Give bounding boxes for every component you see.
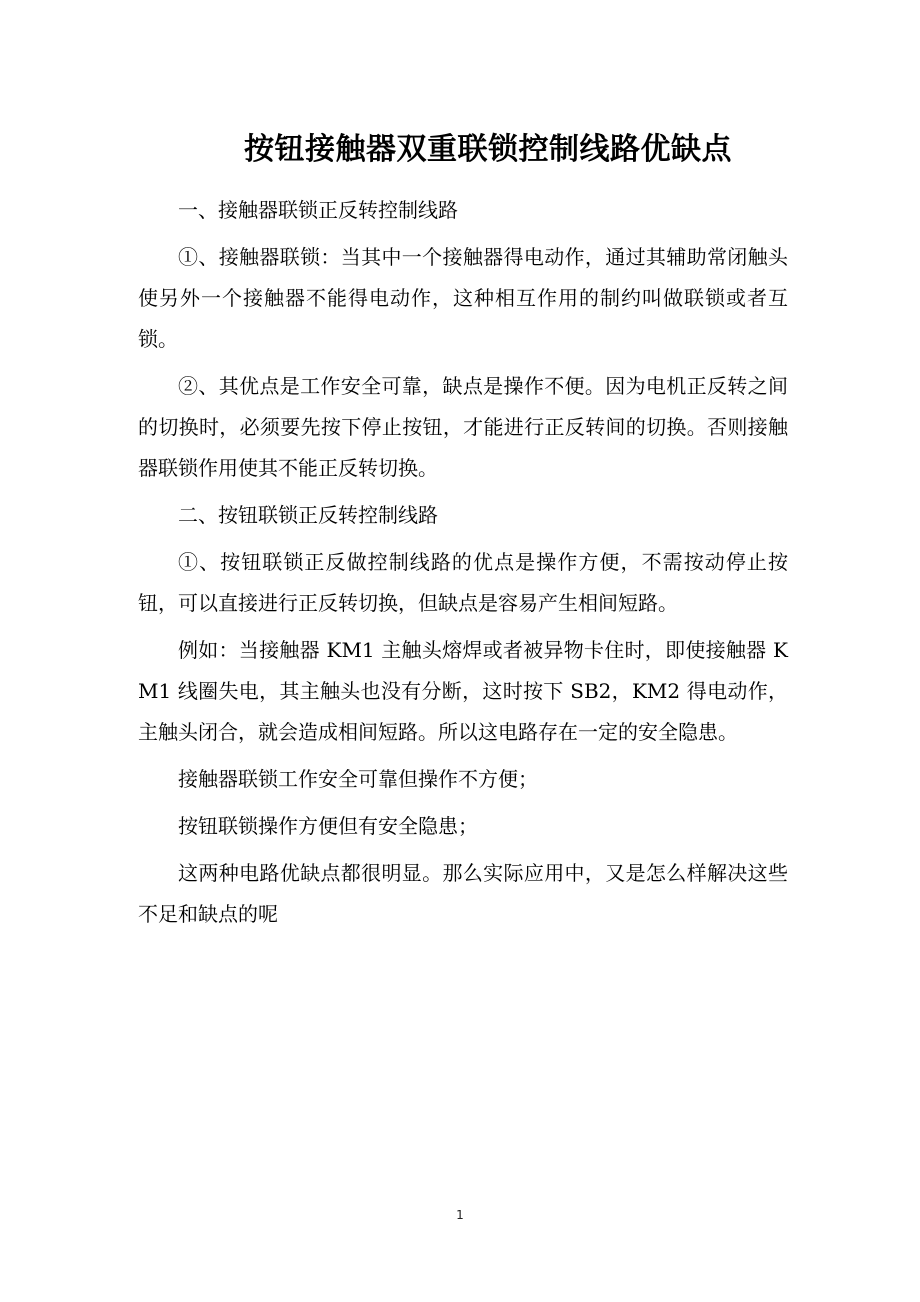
paragraph: 这两种电路优缺点都很明显。那么实际应用中，又是怎么样解决这些不足和缺点的呢 (138, 861, 788, 926)
section-heading: 二、按钮联锁正反转控制线路 (178, 503, 438, 527)
paragraph: ②、其优点是工作安全可靠，缺点是操作不便。因为电机正反转之间的切换时，必须要先按下停止按钮，才能进行正反转间的切换。否则接触器联锁作用使其不能正反转切换。 (138, 374, 788, 480)
paragraph: ①、接触器联锁：当其中一个接触器得电动作，通过其辅助常闭触头使另外一个接触器不能得电动作，这种相互作用的制约叫做联锁或者互锁。 (138, 245, 788, 351)
paragraph: 按钮联锁操作方便但有安全隐患； (178, 814, 478, 838)
document-title: 按钮接触器双重联锁控制线路优缺点 (244, 132, 732, 168)
paragraph: 例如：当接触器 KM1 主触头熔焊或者被异物卡住时，即使接触器 KM1 线圈失电，其主触头也没有分断，这时按下 SB2，KM2 得电动作，主触头闭合，就会造成相间短路。所以这电路存在一定的安全隐患。 (138, 638, 788, 744)
paragraph: 接触器联锁工作安全可靠但操作不方便； (178, 767, 538, 791)
paragraph: ①、按钮联锁正反做控制线路的优点是操作方便，不需按动停止按钮，可以直接进行正反转切换，但缺点是容易产生相间短路。 (138, 550, 788, 615)
page-number: 1 (456, 1208, 464, 1222)
section-heading: 一、接触器联锁正反转控制线路 (178, 198, 458, 222)
document-body (138, 190, 788, 941)
